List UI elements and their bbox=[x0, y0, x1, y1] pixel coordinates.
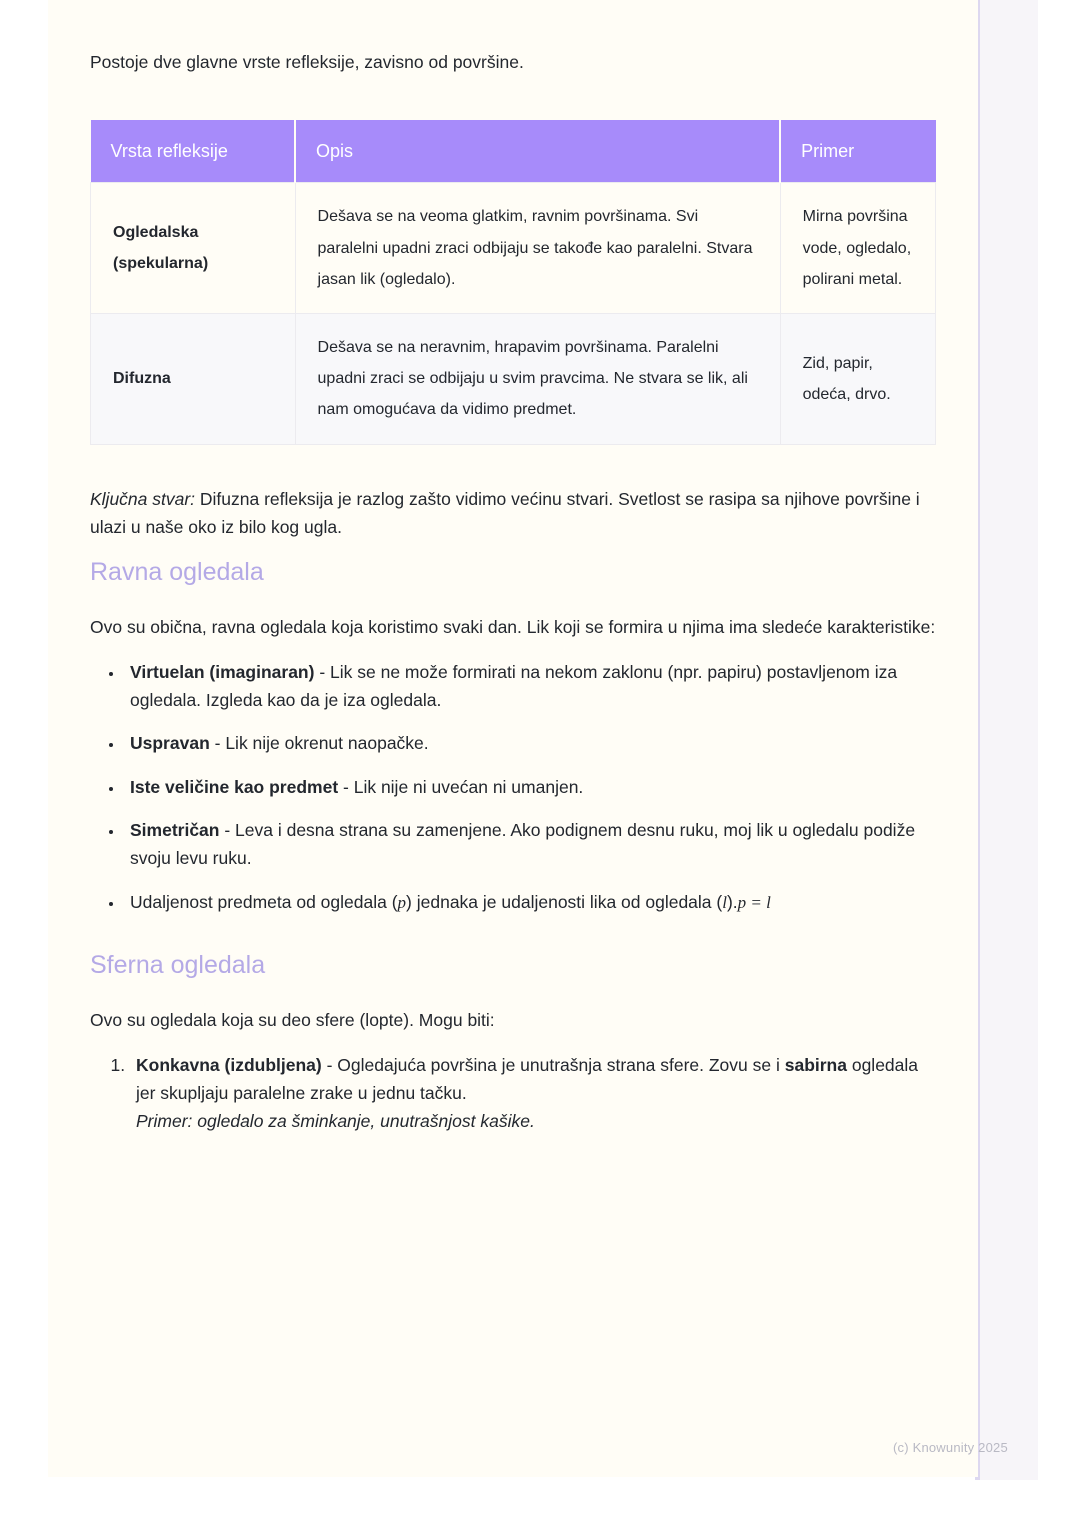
section-paragraph-ravna-ogledala: Ovo su obična, ravna ogledala koja koristimo svaki dan. Lik koji se formira u njima ima sledeće karakteristike: bbox=[90, 617, 936, 638]
page-gutter-panel bbox=[975, 0, 1038, 1480]
list-item-text: - Lik nije ni uvećan ni umanjen. bbox=[338, 776, 584, 797]
list-item-text: - Leva i desna strana su zamenjene. Ako podignem desnu ruku, moj lik u ogledalu podiže svoju levu ruku. bbox=[130, 819, 916, 869]
list-item-text: - Lik se ne može formirati na nekom zaklonu (npr. papiru) postavljenom iza ogledala. Izgleda kao da je iza ogledala. bbox=[130, 661, 898, 710]
list-item-distance bbox=[124, 888, 936, 917]
table-row bbox=[91, 183, 936, 314]
list-item bbox=[124, 729, 936, 757]
key-note-paragraph bbox=[90, 485, 936, 542]
distance-text-part3: ). bbox=[726, 891, 738, 912]
list-item-text-secondary: ogledala jer skupljaju paralelne zrake u jednu tačku. bbox=[136, 1054, 919, 1103]
list-item-label-secondary: sabirna bbox=[784, 1054, 847, 1075]
reflection-types-table bbox=[90, 120, 936, 444]
table-cell-example: Mirna površina vode, ogledalo, polirani metal. bbox=[780, 183, 935, 314]
table-cell-type: Ogledalska (spekularna) bbox=[91, 183, 296, 314]
list-item-text: - Lik nije okrenut naopačke. bbox=[209, 733, 429, 754]
flat-mirror-feature-list bbox=[90, 658, 936, 917]
list-item-label: Uspravan bbox=[130, 733, 210, 754]
table-header-cell-description: Opis bbox=[295, 120, 780, 183]
list-item bbox=[130, 1051, 936, 1136]
list-item-label: Iste veličine kao predmet bbox=[130, 776, 339, 797]
list-item bbox=[124, 773, 936, 801]
section-heading-sferna-ogledala: Sferna ogledala bbox=[90, 951, 266, 980]
list-item-text: - Ogledajuća površina je unutrašnja strana sfere. Zovu se i bbox=[321, 1054, 785, 1075]
copyright-watermark: (c) Knowunity 2025 bbox=[893, 1440, 1008, 1455]
key-note-text: Difuzna refleksija je razlog zašto vidimo većinu stvari. Svetlost se rasipa sa njihove površine i ulazi u naše oko iz bilo kog ugla. bbox=[90, 488, 920, 537]
key-note-label: Ključna stvar: bbox=[90, 488, 196, 509]
table-cell-description: Dešava se na veoma glatkim, ravnim površinama. Svi paralelni upadni zraci odbijaju se takođe kao paralelni. Stvara jasan lik (ogledalo). bbox=[295, 183, 780, 314]
section-paragraph-sferna-ogledala: Ovo su ogledala koja su deo sfere (lopte). Mogu biti: bbox=[90, 1010, 495, 1031]
table-cell-type: Difuzna bbox=[91, 314, 296, 445]
list-item bbox=[124, 658, 936, 715]
variable-p: p bbox=[397, 892, 407, 912]
distance-text-part2: ) jednaka je udaljenosti lika od ogledala ( bbox=[406, 891, 723, 912]
table-header-cell-type: Vrsta refleksije bbox=[91, 120, 296, 183]
list-item-label: Virtuelan (imaginaran) bbox=[130, 661, 315, 682]
table-body bbox=[91, 183, 936, 444]
section-heading-ravna-ogledala: Ravna ogledala bbox=[90, 558, 264, 587]
list-item bbox=[124, 816, 936, 873]
document-body bbox=[90, 48, 936, 1136]
table-header-row bbox=[91, 120, 936, 183]
distance-text-part1: Udaljenost predmeta od ogledala ( bbox=[130, 891, 398, 912]
intro-paragraph: Postoje dve glavne vrste refleksije, zavisno od površine. bbox=[90, 52, 524, 72]
spherical-mirror-list bbox=[90, 1051, 936, 1136]
table-header-cell-example: Primer bbox=[780, 120, 935, 183]
document-page bbox=[48, 0, 978, 1477]
table-row bbox=[91, 314, 936, 445]
table-cell-description: Dešava se na neravnim, hrapavim površinama. Paralelni upadni zraci se odbijaju u svim pravcima. Ne stvara se lik, ali nam omogućava da vidimo predmet. bbox=[295, 314, 780, 445]
formula-p-equals-l: p = l bbox=[737, 892, 771, 912]
list-item-example: Primer: ogledalo za šminkanje, unutrašnjost kašike. bbox=[136, 1111, 535, 1132]
table-cell-example: Zid, papir, odeća, drvo. bbox=[780, 314, 935, 445]
variable-l: l bbox=[722, 892, 727, 912]
list-item-label: Konkavna (izdubljena) bbox=[136, 1054, 322, 1075]
list-item-label: Simetričan bbox=[130, 819, 220, 840]
